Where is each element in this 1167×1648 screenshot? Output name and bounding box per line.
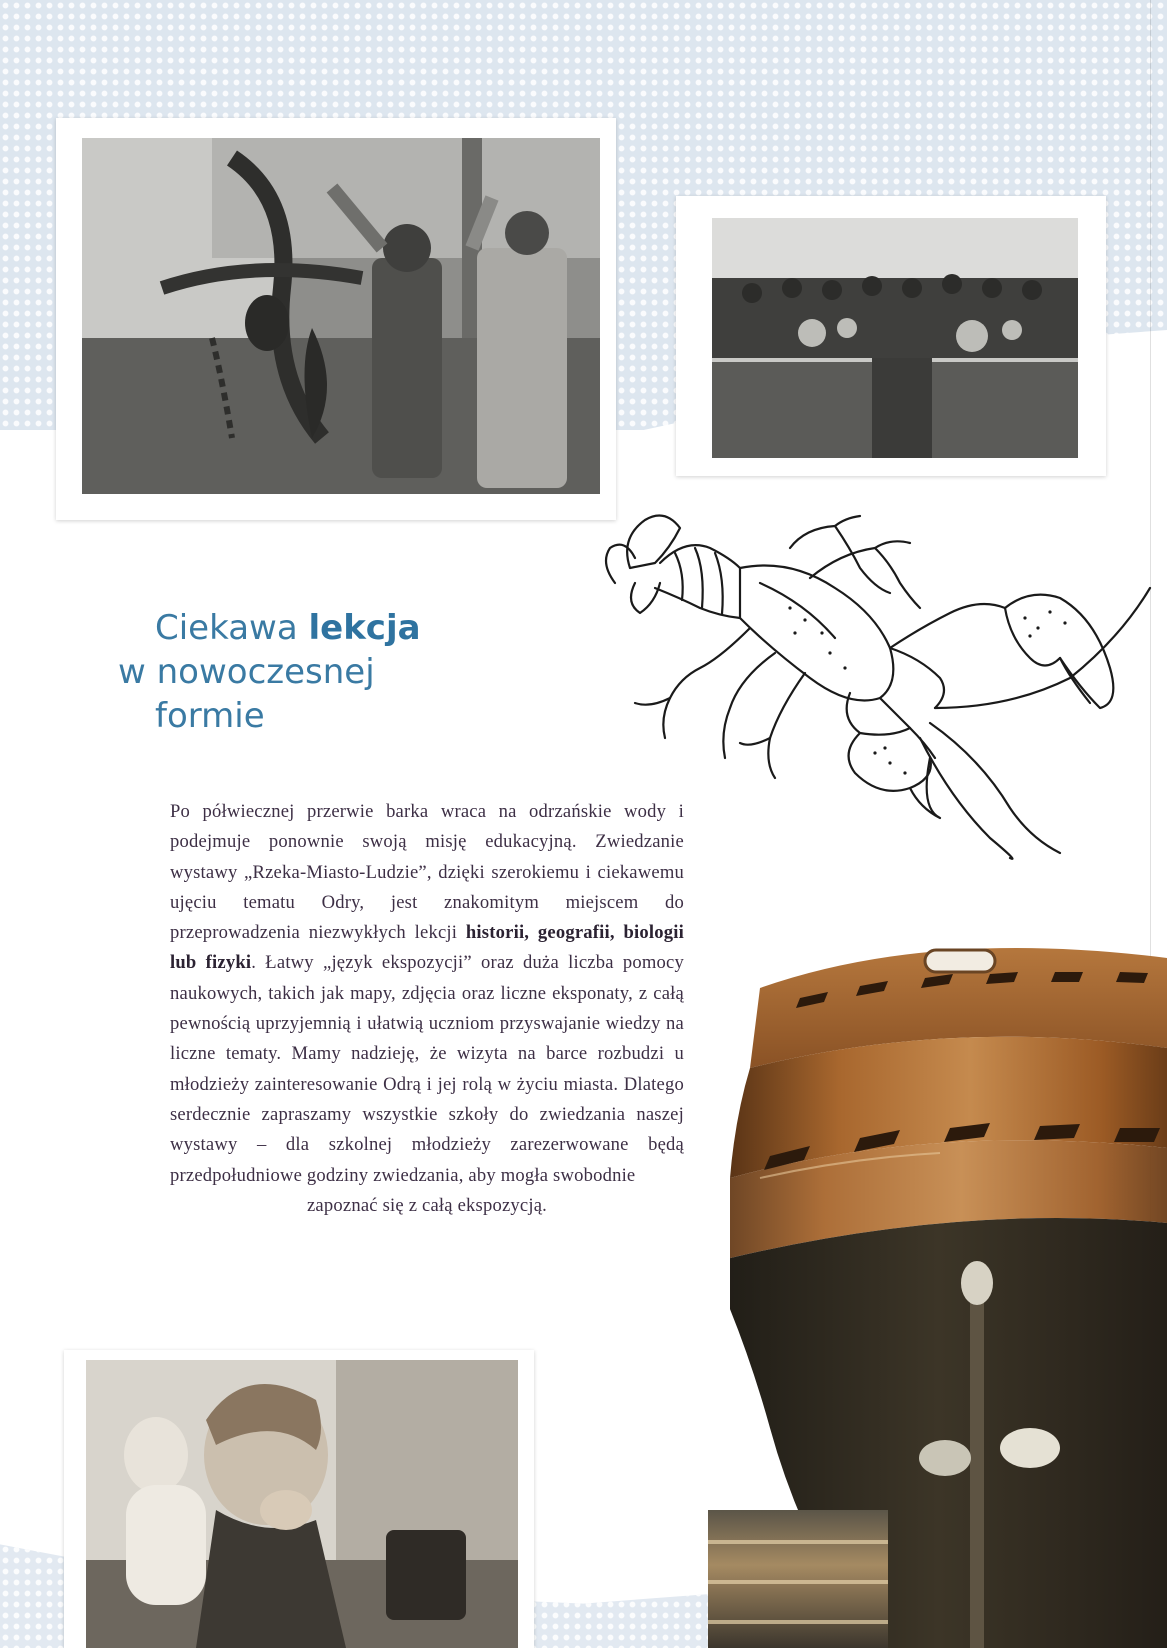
photo-card-anchor (56, 118, 616, 520)
heading-line-1 (118, 606, 498, 650)
section-heading (118, 606, 498, 738)
heading-line-3: formie (155, 696, 265, 736)
photo-child-with-doll (86, 1360, 518, 1648)
photo-child-with-doll-image (86, 1360, 518, 1648)
photo-brass-band-image (712, 218, 1078, 458)
photo-card-child (64, 1350, 534, 1648)
photo-workers-anchor (82, 138, 600, 494)
heading-bold-text: lekcja (308, 608, 421, 648)
photo-card-band (676, 196, 1106, 476)
inset-stripe (708, 1580, 888, 1584)
body-subjects-bold: historii, geografii, biologii lub fizyki (170, 922, 684, 974)
heading-regular-text: Ciekawa (155, 608, 309, 648)
inset-stripe (708, 1540, 888, 1544)
shipyard-photo-inset (708, 1510, 888, 1648)
body-paragraph-continued: . Łatwy „język ekspozycji” oraz duża liczba pomocy naukowych, takich jak mapy, zdjęcia oraz liczne eksponaty, z całą pewnością uprzyjemnią i ułatwią uczniom przyswajanie wiedzy na liczne tematy. Mamy nadzieję, że wizyta na barce rozbudzi u młodzieży zainteresowanie Odrą i jej rolą w życiu miasta. Dlatego serdecznie zapraszamy wszystkie szkoły do zwiedzania naszej wystawy – dla szkolnej młodzieży zarezerwowane będą przedpołudniowe godziny zwiedzania, aby mogła swobodnie (170, 952, 685, 1186)
heading-line-2: w nowoczesnej (118, 652, 375, 692)
body-last-line: zapoznać się z całą ekspozycją. (306, 1194, 548, 1216)
photo-workers-anchor-image (82, 138, 600, 494)
inset-stripe (708, 1620, 888, 1624)
article-body (170, 797, 684, 1221)
body-paragraph-start: Po półwiecznej przerwie barka wraca na odrzańskie wody i podejmuje ponownie swoją misję edukacyjną. Zwiedzanie wystawy „Rzeka-Miasto-Ludzie”, dzięki szerokiemu i ciekawemu ujęciu tematu Odry, jest znakomitym miejscem do przeprowadzenia niezwykłych lekcji (170, 801, 684, 944)
photo-brass-band (712, 218, 1078, 458)
